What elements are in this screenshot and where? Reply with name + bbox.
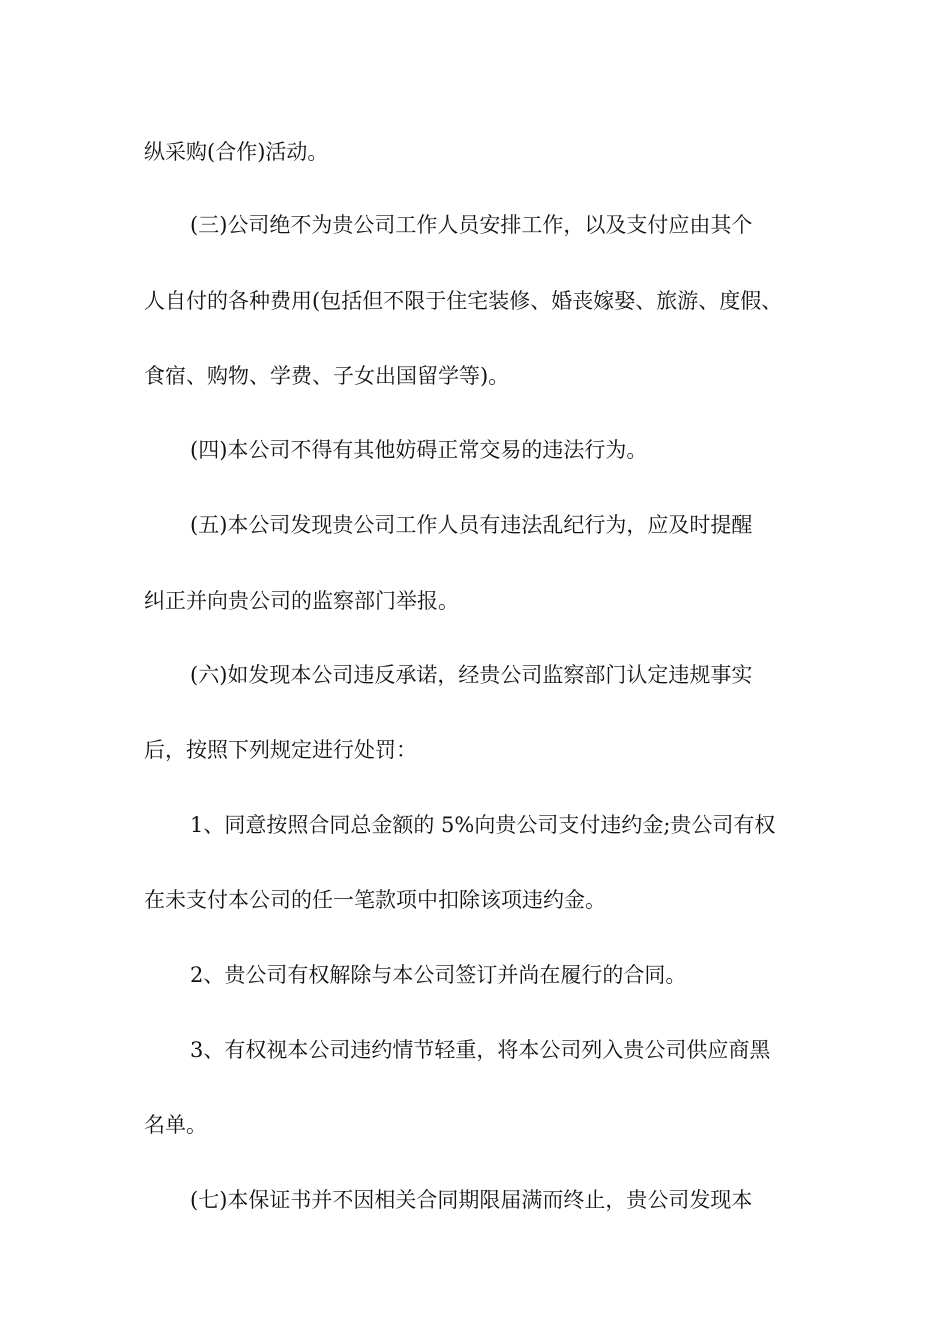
text-line: 纵采购(合作)活动。 [144, 140, 329, 164]
paragraph-7-line-1: (七)本保证书并不因相关合同期限届满而终止，贵公司发现本 [190, 1188, 753, 1212]
item-2-line-1: 2、贵公司有权解除与本公司签订并尚在履行的合同。 [190, 963, 687, 987]
text-line: 在未支付本公司的任一笔款项中扣除该项违约金。 [144, 888, 606, 912]
text-line: 纠正并向贵公司的监察部门举报。 [144, 589, 459, 613]
item-3-line-1: 3、有权视本公司违约情节轻重，将本公司列入贵公司供应商黑 [190, 1038, 771, 1062]
text-line: 后，按照下列规定进行处罚： [144, 738, 417, 762]
paragraph-5-line-1: (五)本公司发现贵公司工作人员有违法乱纪行为，应及时提醒 [190, 513, 753, 537]
item-1-line-1: 1、同意按照合同总金额的 5%向贵公司支付违约金;贵公司有权 [190, 813, 776, 837]
paragraph-6-line-1: (六)如发现本公司违反承诺，经贵公司监察部门认定违规事实 [190, 663, 753, 687]
paragraph-3-line-1: (三)公司绝不为贵公司工作人员安排工作，以及支付应由其个 [190, 213, 753, 237]
paragraph-4-line-1: (四)本公司不得有其他妨碍正常交易的违法行为。 [190, 438, 648, 462]
text-line: 食宿、购物、学费、子女出国留学等)。 [144, 364, 510, 388]
text-line: 名单。 [144, 1113, 207, 1137]
text-line: 人自付的各种费用(包括但不限于住宅装修、婚丧嫁娶、旅游、度假、 [144, 289, 783, 313]
